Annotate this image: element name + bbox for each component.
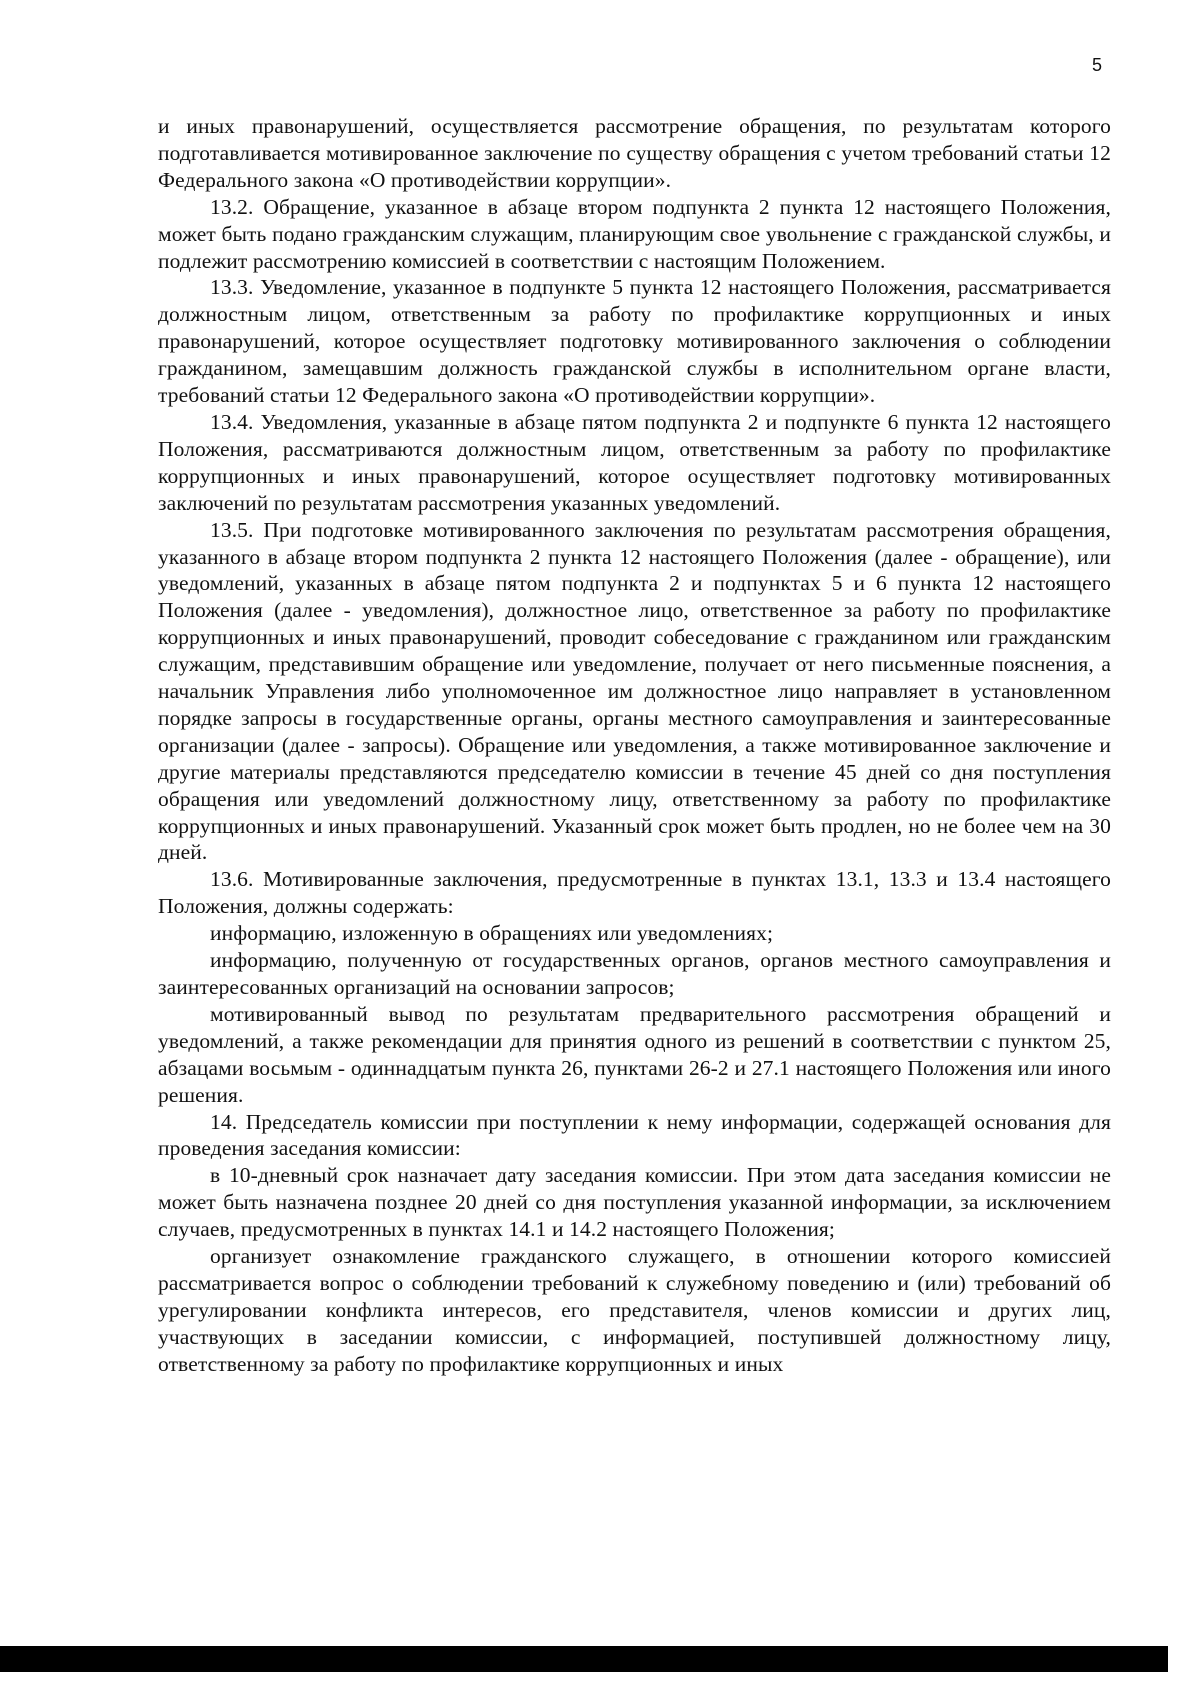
list-item-information-appeals: информацию, изложенную в обращениях или уведомлениях; [210, 921, 774, 946]
paragraph-13-4: 13.4. Уведомления, указанные в абзаце пятом подпункта 2 и подпункте 6 пункта 12 настоящего Положения, рассматриваются должностным лицом, ответственным за работу по профилактике коррупционных и иных правонарушений, которое осуществляет подготовку мотивированных заключений по результатам рассмотрения указанных уведомлений. [158, 409, 1111, 515]
paragraph-13-6: 13.6. Мотивированные заключения, предусмотренные в пунктах 13.1, 13.3 и 13.4 настоящего Положения, должны содержать: [158, 867, 1111, 919]
paragraph-13-5: 13.5. При подготовке мотивированного заключения по результатам рассмотрения обращения, указанного в абзаце втором подпункта 2 пункта 12 настоящего Положения (далее - обращение), или уведомлений, указанных в абзаце пятом подпункта 2 и подпунктах 5 и 6 пункта 12 настоящего Положения (далее - уведомления), должностное лицо, ответственное за работу по профилактике коррупционных и иных правонарушений, проводит собеседование с гражданином или гражданским служащим, представившим обращение или уведомление, получает от него письменные пояснения, а начальник Управления либо уполномоченное им должностное лицо направляет в установленном порядке запросы в государственные органы, органы местного самоуправления и заинтересованные организации (далее - запросы). Обращение или уведомления, а также мотивированное заключение и другие материалы представляются председателю комиссии в течение 45 дней со дня поступления обращения или уведомлений должностному лицу, ответственному за работу по профилактике коррупционных и иных правонарушений. Указанный срок может быть продлен, но не более чем на 30 дней. [158, 517, 1111, 865]
paragraph-13-3: 13.3. Уведомление, указанное в подпункте 5 пункта 12 настоящего Положения, рассматривается должностным лицом, ответственным за работу по профилактике коррупционных и иных правонарушений, которое осуществляет подготовку мотивированного заключения о соблюдении гражданином, замещавшим должность гражданской службы в исполнительном органе власти, требований статьи 12 Федерального закона «О противодействии коррупции». [158, 275, 1111, 408]
paragraph-continuation: и иных правонарушений, осуществляется рассмотрение обращения, по результатам которого подготавливается мотивированное заключение по существу обращения с учетом требований статьи 12 Федерального закона «О противодействии коррупции». [158, 114, 1111, 192]
list-item-motivated-conclusion: мотивированный вывод по результатам предварительного рассмотрения обращений и уведомлений, а также рекомендации для принятия одного из решений в соответствии с пунктом 25, абзацами восьмым - одиннадцатым пункта 26, пунктами 26-2 и 27.1 настоящего Положения или иного решения. [158, 1001, 1111, 1107]
list-item-information-requests: информацию, полученную от государственных органов, органов местного самоуправления и заинтересованных организаций на основании запросов; [158, 948, 1111, 999]
scan-edge-bar [0, 1646, 1168, 1672]
paragraph-14: 14. Председатель комиссии при поступлении к нему информации, содержащей основания для проведения заседания комиссии: [158, 1109, 1111, 1161]
list-item-meeting-date: в 10-дневный срок назначает дату заседания комиссии. При этом дата заседания комиссии не может быть назначена позднее 20 дней со дня поступления указанной информации, за исключением случаев, предусмотренных в пунктах 14.1 и 14.2 настоящего Положения; [158, 1163, 1111, 1242]
page-number: 5 [1092, 55, 1103, 75]
paragraph-13-2: 13.2. Обращение, указанное в абзаце втором подпункта 2 пункта 12 настоящего Положения, может быть подано гражданским служащим, планирующим свое увольнение с гражданской службы, и подлежит рассмотрению комиссией в соответствии с настоящим Положением. [158, 194, 1111, 273]
document-body [158, 113, 1111, 1378]
list-item-familiarization: организует ознакомление гражданского служащего, в отношении которого комиссией рассматривается вопрос о соблюдении требований к служебному поведению и (или) требований об урегулировании конфликта интересов, его представителя, членов комиссии и других лиц, участвующих в заседании комиссии, с информацией, поступившей должностному лицу, ответственному за работу по профилактике коррупционных и иных [158, 1244, 1111, 1376]
